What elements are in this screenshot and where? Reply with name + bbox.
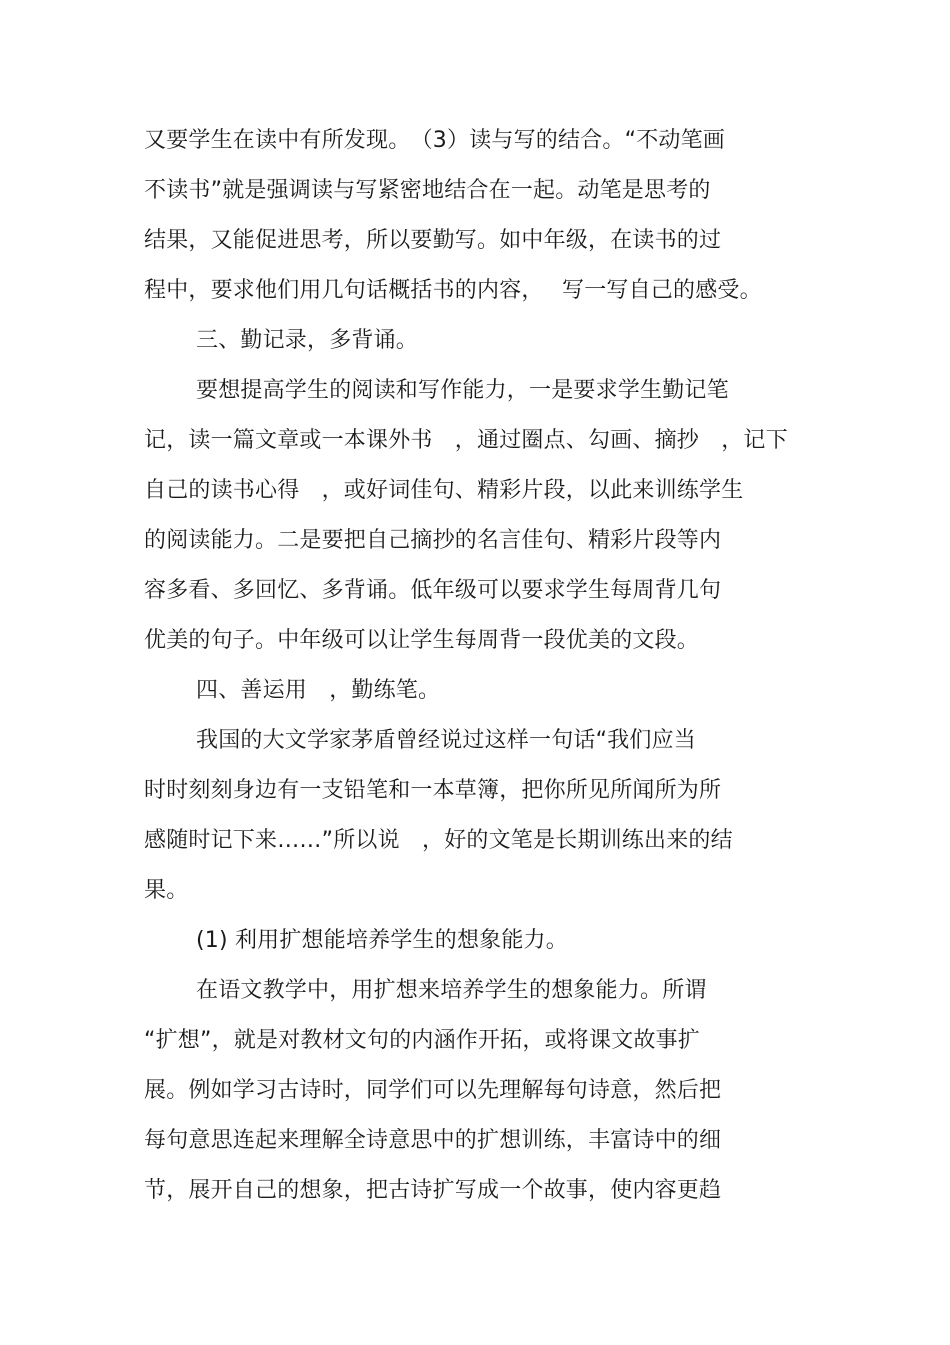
text-line: 容多看、多回忆、多背诵。低年级可以要求学生每周背几句 <box>144 578 722 603</box>
text-line: 每句意思连起来理解全诗意思中的扩想训练，丰富诗中的细 <box>144 1128 722 1153</box>
text-line: 结果，又能促进思考，所以要勤写。如中年级，在读书的过 <box>144 228 722 253</box>
text-line: 果。 <box>144 878 189 903</box>
text-line: 我国的大文学家茅盾曾经说过这样一句话“我们应当 <box>196 728 696 753</box>
text-line: 记，读一篇文章或一本课外书 ，通过圈点、勾画、摘抄 ，记下 <box>144 428 788 453</box>
text-line: 的阅读能力。二是要把自己摘抄的名言佳句、精彩片段等内 <box>144 528 722 553</box>
subsection-heading: (1) 利用扩想能培养学生的想象能力。 <box>196 928 568 953</box>
text-line: 时时刻刻身边有一支铅笔和一本草簿，把你所见所闻所为所 <box>144 778 722 803</box>
text-line: 在语文教学中，用扩想来培养学生的想象能力。所谓 <box>196 978 707 1003</box>
text-line: 不读书”就是强调读与写紧密地结合在一起。动笔是思考的 <box>144 178 711 203</box>
text-line: 程中，要求他们用几句话概括书的内容， 写一写自己的感受。 <box>144 278 762 303</box>
text-line: “扩想”，就是对教材文句的内涵作开拓，或将课文故事扩 <box>144 1028 700 1053</box>
text-line: 优美的句子。中年级可以让学生每周背一段优美的文段。 <box>144 628 700 653</box>
section-heading: 三、勤记录，多背诵。 <box>196 328 419 353</box>
text-line: 展。例如学习古诗时，同学们可以先理解每句诗意，然后把 <box>144 1078 722 1103</box>
text-line: 自己的读书心得 ，或好词佳句、精彩片段，以此来训练学生 <box>144 478 744 503</box>
text-line: 要想提高学生的阅读和写作能力，一是要求学生勤记笔 <box>196 378 729 403</box>
text-line: 感随时记下来……”所以说 ，好的文笔是长期训练出来的结 <box>144 828 733 853</box>
text-line: 又要学生在读中有所发现。 （3）读与写的结合。“不动笔画 <box>144 128 725 153</box>
section-heading: 四、善运用 ，勤练笔。 <box>196 678 441 703</box>
text-line: 节，展开自己的想象，把古诗扩写成一个故事，使内容更趋 <box>144 1178 722 1203</box>
